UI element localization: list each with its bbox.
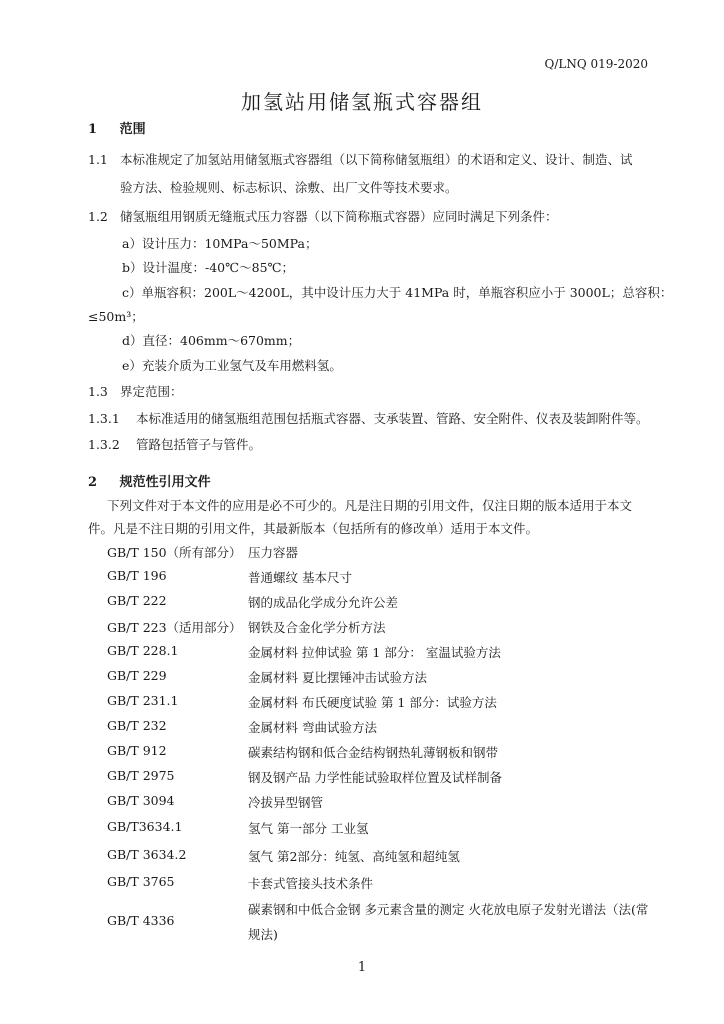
condition-c-line-1: c）单瓶容积：200L～4200L，其中设计压力大于 41MPa 时，单瓶容积应小于 3000L；总容积： xyxy=(122,285,673,300)
clause-1-3-1 xyxy=(88,409,649,427)
section-1-heading xyxy=(88,118,146,137)
section-number: 2 xyxy=(88,475,98,490)
clause-text: 储氢瓶组用钢质无缝瓶式压力容器（以下简称瓶式容器）应同时满足下列条件： xyxy=(120,209,558,224)
clause-1-3-2 xyxy=(88,435,261,453)
reference-code: GB/T 2975 xyxy=(107,768,175,783)
reference-code: GB/T 912 xyxy=(107,743,167,758)
reference-code: GB/T 228.1 xyxy=(107,643,179,658)
reference-title: 碳素结构钢和低合金结构钢热轧薄钢板和钢带 xyxy=(248,745,499,760)
page-number: 1 xyxy=(357,960,367,975)
clause-number: 1.3.2 xyxy=(88,437,120,452)
reference-title: 钢及钢产品 力学性能试验取样位置及试样制备 xyxy=(248,770,502,785)
clause-text: 界定范围： xyxy=(120,384,183,399)
reference-title: 冷拔异型钢管 xyxy=(248,795,324,810)
condition-a: a）设计压力：10MPa～50MPa； xyxy=(122,236,318,251)
clause-number: 1.3 xyxy=(88,384,108,399)
clause-number: 1.2 xyxy=(88,209,108,224)
reference-title: 金属材料 弯曲试验方法 xyxy=(248,720,377,735)
clause-1-3 xyxy=(88,382,183,400)
reference-title: 卡套式管接头技术条件 xyxy=(248,876,374,891)
reference-title-line-2: 规法) xyxy=(248,927,278,942)
reference-code: GB/T 3094 xyxy=(107,793,175,808)
reference-title: 压力容器 xyxy=(248,545,299,560)
condition-b: b）设计温度：-40℃～85℃； xyxy=(122,260,295,275)
reference-code: GB/T 3765 xyxy=(107,874,175,889)
reference-title: 金属材料 布氏硬度试验 第 1 部分：试验方法 xyxy=(248,695,497,710)
clause-1-1-line-2: 验方法、检验规则、标志标识、涂敷、出厂文件等技术要求。 xyxy=(120,180,458,195)
section-number: 1 xyxy=(88,122,98,137)
condition-c-line-2: ≤50m³； xyxy=(88,309,144,324)
reference-title: 氢气 第一部分 工业氢 xyxy=(248,821,369,836)
clause-1-2 xyxy=(88,207,558,225)
reference-title: 金属材料 夏比摆锤冲击试验方法 xyxy=(248,670,427,685)
section-2-intro-line-1: 下列文件对于本文件的应用是必不可少的。凡是注日期的引用文件，仅注日期的版本适用于本文 xyxy=(107,498,633,513)
section-2-heading xyxy=(88,471,211,490)
reference-title: 金属材料 拉伸试验 第 1 部分： 室温试验方法 xyxy=(248,645,501,660)
reference-title: 普通螺纹 基本尺寸 xyxy=(248,570,352,585)
reference-title: 钢的成品化学成分允许公差 xyxy=(248,595,399,610)
clause-number: 1.3.1 xyxy=(88,411,120,426)
reference-code: GB/T 222 xyxy=(107,593,167,608)
reference-code: GB/T 150（所有部分） xyxy=(107,545,242,560)
document-code: Q/LNQ 019-2020 xyxy=(544,57,648,71)
condition-d: d）直径：406mm～670mm； xyxy=(122,333,301,348)
section-title: 规范性引用文件 xyxy=(119,475,211,490)
section-title: 范围 xyxy=(119,122,146,137)
document-title: 加氢站用储氢瓶式容器组 xyxy=(241,90,483,114)
clause-text: 管路包括管子与管件。 xyxy=(136,437,262,452)
reference-code: GB/T 223（适用部分） xyxy=(107,620,242,635)
reference-code: GB/T3634.1 xyxy=(107,819,183,834)
clause-number: 1.1 xyxy=(88,152,108,167)
reference-code: GB/T 196 xyxy=(107,568,167,583)
reference-title-line-1: 碳素钢和中低合金钢 多元素含量的测定 火花放电原子发射光谱法（法(常 xyxy=(248,902,649,917)
clause-text: 本标准规定了加氢站用储氢瓶式容器组（以下简称储氢瓶组）的术语和定义、设计、制造、试 xyxy=(120,152,633,167)
reference-code: GB/T 3634.2 xyxy=(107,847,187,862)
reference-code: GB/T 229 xyxy=(107,668,167,683)
reference-title: 钢铁及合金化学分析方法 xyxy=(248,620,386,635)
clause-text: 本标准适用的储氢瓶组范围包括瓶式容器、支承装置、管路、安全附件、仪表及装卸附件等。 xyxy=(136,411,649,426)
section-2-intro-line-2: 件。凡是不注日期的引用文件，其最新版本（包括所有的修改单）适用于本文件。 xyxy=(88,521,539,536)
condition-e: e）充装介质为工业氢气及车用燃料氢。 xyxy=(122,358,342,373)
reference-code: GB/T 231.1 xyxy=(107,693,179,708)
clause-1-1-line-1 xyxy=(88,150,633,168)
reference-code: GB/T 4336 xyxy=(107,913,175,928)
reference-title: 氢气 第2部分：纯氢、高纯氢和超纯氢 xyxy=(248,849,460,864)
reference-code: GB/T 232 xyxy=(107,718,167,733)
